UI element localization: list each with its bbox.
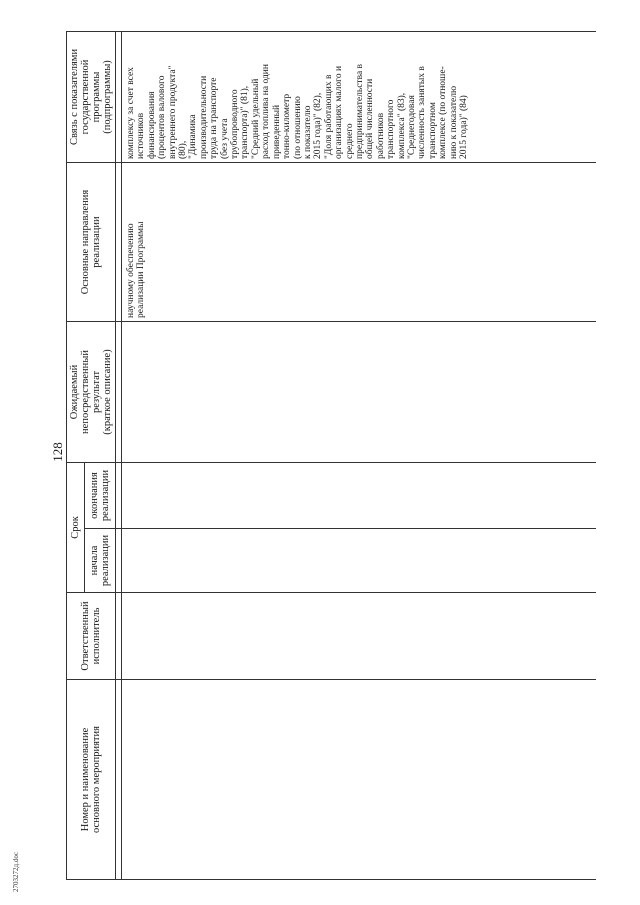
cell-term-end xyxy=(122,462,597,528)
cell-name xyxy=(122,680,597,880)
cell-term-start xyxy=(122,529,597,593)
cell-directions: научному обеспечению реализации Программы xyxy=(122,162,597,321)
header-term-end: окончания реализации xyxy=(85,462,116,528)
header-term-start: начала реализации xyxy=(85,529,116,593)
header-executor: Ответственный исполнитель xyxy=(67,593,116,680)
header-name: Номер и наименование основного мероприятия xyxy=(67,680,116,880)
rotated-table-container xyxy=(66,32,618,880)
cell-executor xyxy=(122,593,597,680)
header-indicators: Связь с показателями государственной программы (подпрограммы) xyxy=(67,31,116,162)
header-term: Срок xyxy=(67,462,85,592)
page-number: 128 xyxy=(50,442,65,462)
activities-table xyxy=(66,31,596,880)
table-row xyxy=(122,31,597,879)
header-result: Ожидаемый непосредственный результат (краткое описание) xyxy=(67,321,116,462)
cell-result xyxy=(122,321,597,462)
cell-indicators: комплексу за счет всех источников финансирования (процентов валового внутреннего продукта" (80), "Динамика производительности труда на транспорте (без учета трубопроводного транспорта)" (81), "Средний удельный расход топлива на один приведенный тонно-километр (по отношению к показателю 2015 года)" (82), "Доля работающих в организациях малого и среднего предпринимательства в общей численности работников транспортного комплекса" (83), "Среднегодовая численность занятых в транспортном комплексе (по отноше- нию к показателю 2015 года)" (84) xyxy=(122,31,597,162)
header-row-top xyxy=(67,31,85,879)
document-code: 2703272д.doc xyxy=(12,852,20,892)
header-directions: Основные направления реализации xyxy=(67,162,116,321)
